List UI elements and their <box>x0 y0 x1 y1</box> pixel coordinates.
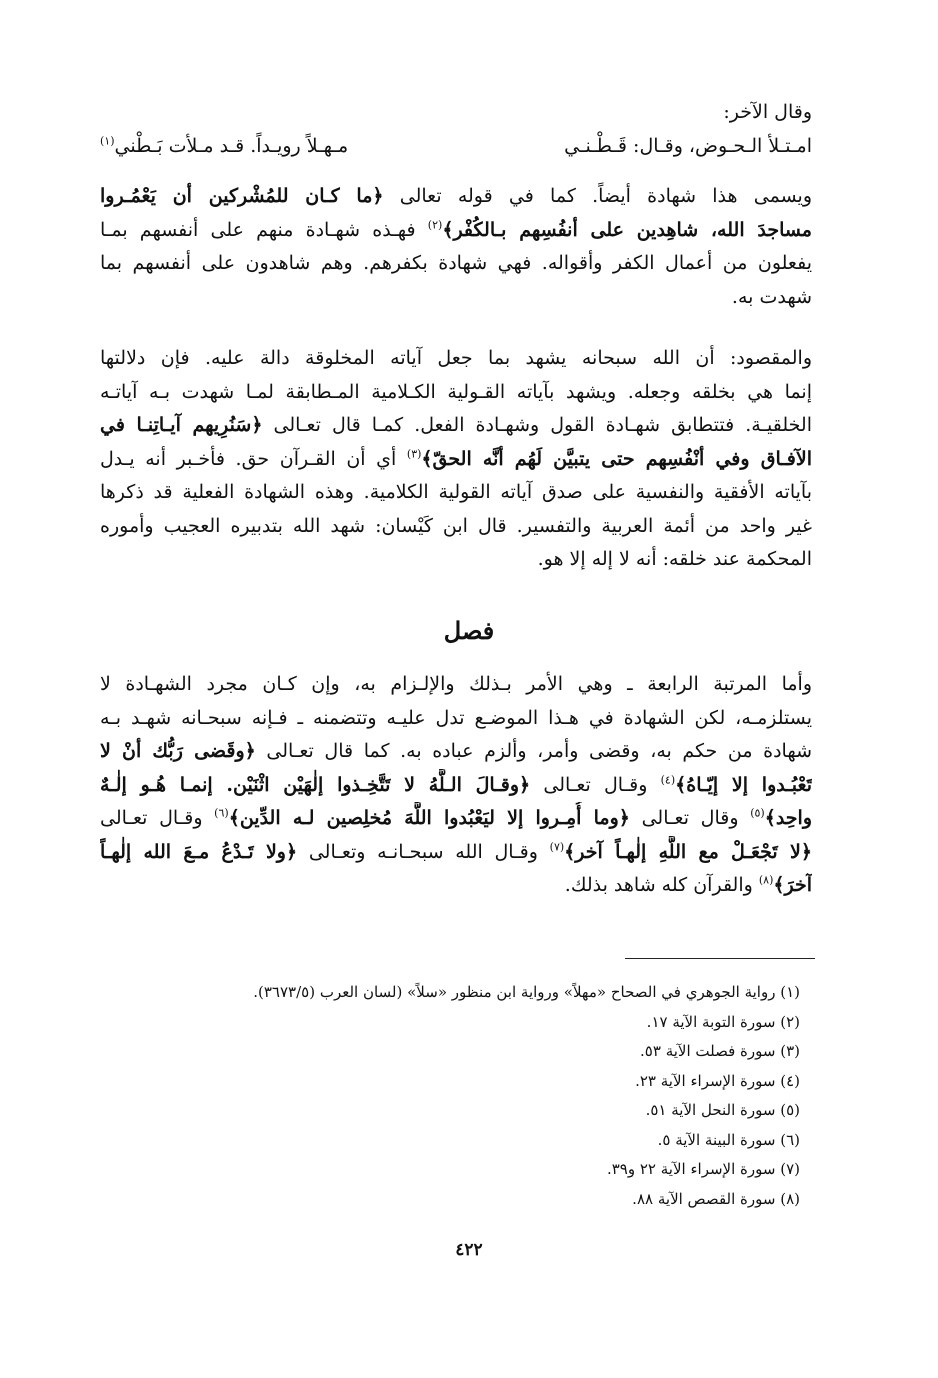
text-line <box>100 510 812 544</box>
quran-quote: ﴿ولا تَـدْعُ مـعَ الله إلٰهـاً <box>100 840 298 863</box>
text-run: يفعلون من أعمال الكفر وأقواله. فهي شهادة بكفرهم. وهم شاهدون على أنفسهم بما <box>100 252 812 274</box>
quran-quote: ﴿سَنُرِيهم آيـاتِنـا في <box>100 414 263 436</box>
text-run: أي أن القـرآن حق. فأخـبر أنه يـدل <box>100 447 407 470</box>
quran-quote: ﴿وما أُمِـروا إلا ليَعْبُدوا اللَّهَ مُخلِصين لـه الدِّين﴾ <box>228 807 630 829</box>
text-line <box>100 214 812 248</box>
intro-line: وقال الآخر: <box>723 101 812 123</box>
text-run: إنما هي بخلقه وجعله. ويشهد بآياته القـولية الكـلامية المـطابقة لمـا شهدت بـه آياتـه <box>100 380 812 403</box>
footnotes <box>100 978 800 1214</box>
text-line <box>100 476 812 510</box>
text-line <box>100 342 812 376</box>
text-line <box>100 836 812 870</box>
text-run: وقـال تعـالى <box>100 807 215 829</box>
text-line <box>100 376 812 410</box>
paragraph-lines <box>100 342 812 543</box>
text-run: وقال تعـالى <box>629 807 751 829</box>
text-run: والمقصود: أن الله سبحانه يشهد بما جعل آياته المخلوقة دالة عليه. فإن دلالتها <box>100 347 812 369</box>
text-line <box>100 247 812 281</box>
quran-quote: مساجدَ الله، شاهِدين على أنفُسِهم بـالكُفْر﴾ <box>442 218 812 241</box>
paragraph-purpose <box>100 342 812 577</box>
text-run: والقرآن كله شاهد بذلك. <box>564 874 759 896</box>
quran-quote: ﴿وقَضى رَبُّك أنْ لا <box>100 740 256 762</box>
footnote: (٤) سورة الإسراء الآية ٢٣. <box>635 1071 800 1090</box>
poem-verse <box>100 130 812 164</box>
verse-second-hemistich-text: مـهـلاً رويـداً. قـد مـلأت بَـطْني <box>114 134 349 157</box>
footnote: (٢) سورة التوبة الآية ١٧. <box>646 1012 800 1031</box>
text-line <box>100 735 812 769</box>
quran-quote: ﴿لا تَجْعَـلْ مع اللَّهِ إلٰهـاً آخر﴾ <box>564 840 812 863</box>
quran-quote: الآفـاق وفي أنْفُسِهم حتى يتبيَّن لَهُم أنَّه الحقّ﴾ <box>421 447 812 470</box>
text-run: الخلقيـة. فتتطابق شهـادة القول وشهـادة الفعل. كمـا قال تعـالى <box>262 414 812 436</box>
paragraph-lines <box>100 668 812 869</box>
footnote-ref: (٦) <box>214 806 229 820</box>
text-run: غير واحد من أئمة العربية والتفسير. قال ابن كَيْسان: شهد الله بتدبيره العجيب وأموره <box>100 514 812 537</box>
text-run: ويسمى هذا شهادة أيضاً. كما في قوله تعالى <box>383 185 812 207</box>
footnote: (٣) سورة فصلت الآية ٥٣. <box>640 1042 800 1060</box>
text-run: يستلزمـه، لكن الشهادة في هـذا الموضـع تدل عليـه وتتضمنه ـ فـإنه سبحـانه شهـد بـه <box>100 706 812 729</box>
footnote: (١) رواية الجوهري في الصحاح «مهلاً» ورواية ابن منظور «سلاً» (لسان العرب (٣٦٧٣/٥). <box>253 983 800 1001</box>
footnote-ref: (٥) <box>750 806 765 820</box>
footnote-ref: (١) <box>100 134 115 148</box>
text-run: شهادة من حكم به، وقضى وأمر، وألزم عباده به. كما قال تعـالى <box>255 740 812 762</box>
text-run: وأما المرتبة الرابعة ـ وهي الأمر بـذلك والإلـزام به، وإن كـان مجرد الشهـادة لا <box>100 673 812 695</box>
text-line <box>100 180 812 214</box>
paragraph-last-line: شهدت به. <box>731 285 812 308</box>
footnote: (٥) سورة النحل الآية ٥١. <box>645 1101 800 1119</box>
text-line <box>100 443 812 477</box>
text-line <box>100 769 812 803</box>
verse-first-hemistich: امـتـلأ الـحـوض، وقـال: قَـطْـنـي <box>564 134 812 157</box>
paragraph-fourth-rank <box>100 668 812 903</box>
footnote-ref: (٧) <box>549 840 565 854</box>
quran-quote: ﴿وقـالَ الـلَّهُ لا تَتَّخِـذوا إلٰهَيْن اثْنَيْن. إنمـا هُـو إلٰـهٌ <box>100 773 531 796</box>
paragraph-last-line <box>100 869 812 903</box>
quran-quote: واحِد﴾ <box>764 807 812 829</box>
intro-block <box>100 96 812 163</box>
text-run: بآياته الأفقية والنفسية على صدق آياته القولية الكلامية. وهذه الشهادة الفعلية قد ذكرها <box>100 481 812 503</box>
text-line <box>100 668 812 702</box>
footnote-divider <box>625 958 815 959</box>
footnote: (٨) سورة القصص الآية ٨٨. <box>632 1189 800 1208</box>
text-line <box>100 702 812 736</box>
page-number: ٤٢٢ <box>455 1240 483 1260</box>
footnote-ref: (٢) <box>427 218 443 232</box>
footnote-ref: (٨) <box>758 873 774 887</box>
text-run: وقـال تعـالى <box>530 773 661 796</box>
paragraph-last-line: المحكمة عند خلقه: أنه لا إله إلا هو. <box>537 548 812 570</box>
paragraph-lines <box>100 180 812 281</box>
quran-quote: تَعْبُـدوا إلا إيّـاهُ﴾ <box>675 773 812 796</box>
footnote: (٧) سورة الإسراء الآية ٢٢ و٣٩. <box>606 1160 800 1178</box>
section-heading: فصل <box>443 616 495 645</box>
quran-quote: ﴿ما كـان للمُشْركين أن يَعْمُـروا <box>100 185 384 207</box>
quran-quote: آخرَ﴾ <box>773 874 812 896</box>
footnote-ref: (٣) <box>406 447 422 461</box>
text-line <box>100 802 812 836</box>
text-run: وقـال الله سبحـانـه وتعـالى <box>297 840 550 863</box>
text-line <box>100 409 812 443</box>
footnote: (٦) سورة البينة الآية ٥. <box>657 1130 800 1149</box>
footnote-ref: (٤) <box>660 773 676 787</box>
paragraph-witness <box>100 180 812 314</box>
text-run: فهـذه شهـادة منهم على أنفسهم بمـا <box>100 218 428 241</box>
verse-second-hemistich <box>100 130 348 164</box>
